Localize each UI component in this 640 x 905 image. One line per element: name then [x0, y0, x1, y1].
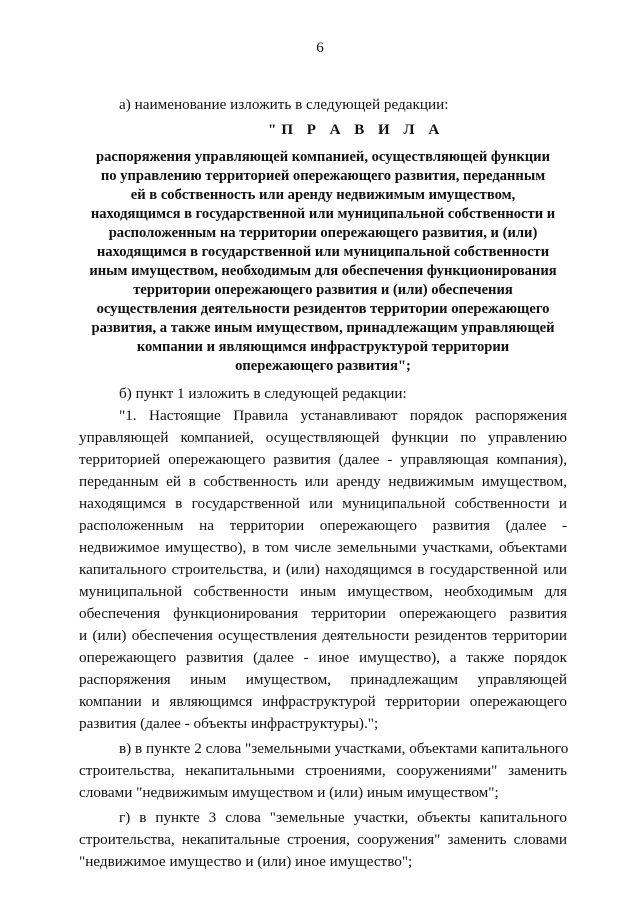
rules-title: "П Р А В И Л А — [268, 122, 445, 138]
heading-line: расположенным на территории опережающего развития, и (или) — [108, 225, 538, 241]
heading-line: ей в собственность или аренду недвижимым имуществом, — [130, 187, 516, 203]
heading-line: опережающего развития"; — [235, 358, 411, 374]
paragraph-line: развития (далее - объекты инфраструктуры)."; — [79, 715, 379, 732]
paragraph-line: расположенным на территории опережающего развития (далее - — [79, 517, 567, 534]
heading-line: развития, а также иным имуществом, принадлежащим управляющей — [91, 320, 555, 336]
paragraph-line: переданным ей в собственность или аренду недвижимым имуществом, — [79, 473, 567, 490]
paragraph-line: капитального строительства, и (или) находящимся в государственной или — [79, 561, 567, 578]
paragraph-line: муниципальной собственности иным имуществом, необходимым для — [79, 583, 567, 600]
item-b: б) пункт 1 изложить в следующей редакции: — [119, 385, 407, 402]
paragraph-line: территорией опережающего развития (далее - управляющая компания), — [79, 451, 567, 468]
paragraph-line: "недвижимое имущество и (или) иное имущество"; — [79, 853, 413, 870]
paragraph-line: компании и являющимся инфраструктурой территории опережающего — [79, 693, 567, 710]
heading-line: иным имуществом, необходимым для обеспечения функционирования — [89, 263, 557, 279]
paragraph-line: опережающего развития (далее - иное имущество), а также порядок — [79, 649, 567, 666]
paragraph-line: "1. Настоящие Правила устанавливают порядок распоряжения — [119, 407, 567, 424]
paragraph-line: в) в пункте 2 слова "земельными участками, объектами капитального — [119, 740, 569, 757]
paragraph-line: обеспечения функционирования территории опережающего развития — [79, 605, 567, 622]
paragraph-line: строительства, некапитальными строениями, сооружениями" заменить — [79, 762, 567, 779]
item-a: а) наименование изложить в следующей редакции: — [119, 96, 449, 113]
paragraph-line: и (или) обеспечения осуществления деятельности резидентов территории — [79, 627, 567, 644]
heading-line: распоряжения управляющей компанией, осуществляющей функции — [96, 149, 550, 165]
paragraph-line: управляющей компанией, осуществляющей функции по управлению — [79, 429, 567, 446]
paragraph-line: словами "недвижимым имуществом и (или) иным имуществом"; — [79, 784, 499, 801]
heading-line: находящимся в государственной или муниципальной собственности — [96, 244, 550, 260]
paragraph-line: находящимся в государственной или муниципальной собственности и — [79, 495, 567, 512]
paragraph-line: недвижимое имущество), в том числе земельными участками, объектами — [79, 539, 567, 556]
page-number: 6 — [316, 40, 324, 56]
paragraph-line: распоряжения иным имуществом, принадлежащим управляющей — [79, 671, 567, 688]
heading-line: находящимся в государственной или муниципальной собственности и — [90, 206, 556, 222]
heading-line: по управлению территорией опережающего развития, переданным — [100, 168, 546, 184]
heading-line: компании и являющимся инфраструктурой территории — [136, 339, 510, 355]
paragraph-line: г) в пункте 3 слова "земельные участки, объекты капитального — [119, 809, 567, 826]
paragraph-line: строительства, некапитальные строения, сооружения" заменить словами — [79, 831, 567, 848]
heading-line: территории опережающего развития и (или) обеспечения — [133, 282, 513, 298]
heading-line: осуществления деятельности резидентов территории опережающего — [96, 301, 550, 317]
